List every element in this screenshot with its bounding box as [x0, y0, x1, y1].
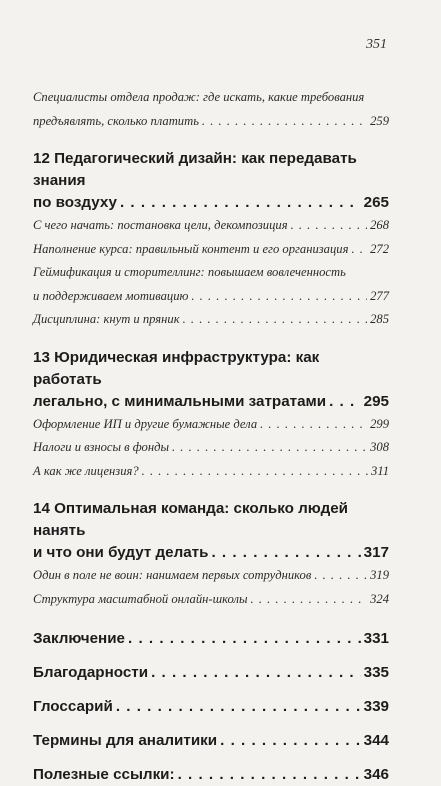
dot-leader [178, 764, 361, 786]
dot-leader [120, 192, 361, 214]
toc-entry [33, 261, 389, 308]
toc-page-number: 265 [363, 194, 389, 211]
toc-entry-title: А как же лицензия? [33, 463, 139, 478]
section-title: Благодарности [33, 664, 149, 681]
toc-page-number: 311 [371, 463, 389, 478]
toc-chapter-14 [33, 498, 389, 564]
toc-section-glossary [33, 696, 389, 718]
toc-entry [33, 214, 389, 238]
toc-entry [33, 588, 389, 612]
toc-page-number: 272 [370, 241, 389, 256]
toc-entry-title: Структура масштабной онлайн-школы [33, 591, 248, 606]
section-title: Полезные ссылки: [33, 766, 175, 783]
dot-leader [251, 588, 368, 612]
dot-leader [211, 542, 360, 564]
toc-page-number: 335 [363, 664, 389, 681]
chapter-title: легально, с минимальными затратами [33, 392, 327, 410]
dot-leader [291, 214, 368, 238]
toc-page-number: 346 [363, 766, 389, 783]
toc-page-number: 324 [370, 591, 389, 606]
toc-page-number: 299 [370, 416, 389, 431]
toc-entry-title: Оформление ИП и другие бумажные дела [33, 416, 258, 431]
toc-page-number: 339 [363, 698, 389, 715]
section-title: Термины для аналитики [33, 732, 218, 749]
dot-leader [128, 628, 361, 650]
toc-page-number: 268 [370, 218, 389, 232]
dot-leader [116, 696, 361, 718]
toc-section-acknowledgements [33, 662, 389, 684]
toc-entry-title: и поддерживаем мотивацию [33, 288, 189, 303]
chapter-title: по воздуху [33, 194, 117, 211]
toc-entry [33, 413, 389, 437]
dot-leader [260, 413, 367, 437]
toc-page-number: 259 [370, 113, 389, 128]
toc-page-number: 277 [370, 288, 389, 303]
toc-section-conclusion [33, 628, 389, 650]
toc-entry [33, 460, 389, 484]
toc-entry-title: предъявлять, сколько платить [33, 113, 199, 128]
dot-leader [183, 308, 368, 332]
toc-entry-title: Наполнение курса: правильный контент и его организация [33, 241, 349, 256]
toc-entry [33, 564, 389, 588]
chapter-title-line: 14 Оптимальная команда: сколько людей нанять [33, 500, 349, 539]
toc-entry-title: Дисциплина: кнут и пряник [33, 312, 180, 326]
toc-page-number: 308 [370, 440, 389, 454]
toc-page-number: 295 [363, 392, 389, 410]
section-title: Глоссарий [33, 698, 113, 715]
toc-entry-title: Налоги и взносы в фонды [33, 440, 169, 454]
dot-leader [142, 460, 368, 484]
toc-page-number: 285 [370, 312, 389, 326]
chapter-title-line: 12 Педагогический дизайн: как передавать знания [33, 150, 357, 189]
dot-leader [351, 238, 367, 262]
dot-leader [202, 110, 367, 134]
toc-page-number: 317 [363, 544, 389, 561]
section-title: Заключение [33, 630, 126, 647]
dot-leader [220, 730, 361, 752]
toc-entry-title: С чего начать: постановка цели, декомпозиция [33, 218, 288, 232]
toc-chapter-13 [33, 347, 389, 413]
toc-page-number: 344 [363, 732, 389, 749]
dot-leader [151, 662, 361, 684]
dot-leader [172, 436, 367, 460]
toc-section-useful-links [33, 764, 389, 786]
dot-leader [191, 285, 367, 309]
toc-entry [33, 436, 389, 460]
dot-leader [314, 564, 367, 588]
toc-section-analytics-terms [33, 730, 389, 752]
chapter-title-line: 13 Юридическая инфраструктура: как работать [33, 348, 320, 388]
toc-page-number: 331 [363, 630, 389, 647]
toc-chapter-12 [33, 148, 389, 214]
page-number: 351 [366, 37, 387, 52]
toc-entry [33, 308, 389, 332]
toc-entry [33, 238, 389, 262]
toc-page-number: 319 [370, 568, 389, 582]
toc-entry-line: Специалисты отдела продаж: где искать, какие требования [33, 90, 365, 104]
toc-entry-sales-specialists [33, 86, 389, 133]
toc-entry-title: Один в поле не воин: нанимаем первых сотрудников [33, 568, 312, 582]
chapter-title: и что они будут делать [33, 544, 209, 561]
table-of-contents [33, 86, 389, 786]
toc-entry-line: Геймификация и сторителлинг: повышаем вовлеченность [33, 265, 346, 279]
dot-leader [329, 391, 361, 413]
